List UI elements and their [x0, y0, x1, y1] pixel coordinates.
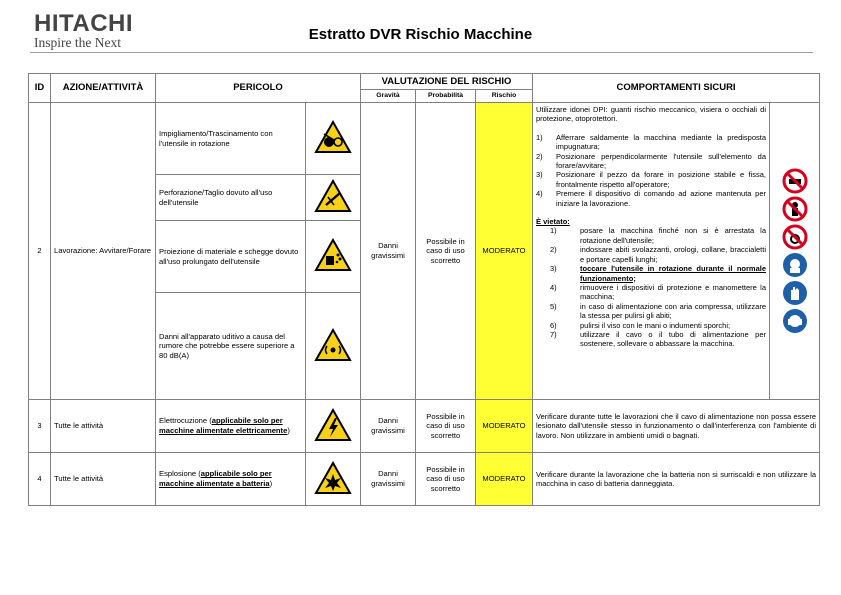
row-id: 3 — [29, 400, 51, 453]
header-rischio: Rischio — [476, 90, 533, 103]
document-title: Estratto DVR Rischio Macchine — [308, 26, 533, 43]
header-azione: AZIONE/ATTIVITÀ — [51, 74, 156, 103]
header-probabilita: Probabilità — [416, 90, 476, 103]
header-gravita: Gravità — [361, 90, 416, 103]
gloves-mandatory-icon — [782, 280, 808, 306]
comportamenti-cell: Verificare durante la lavorazione che la batteria non si surriscaldi e non utilizzare la macchina in caso di batteria danneggiata. — [533, 453, 820, 506]
hazard-icon-cell — [306, 221, 361, 293]
logo-tagline: Inspire the Next — [34, 35, 121, 50]
hazard-icon-cell — [306, 453, 361, 506]
list-item: 3) toccare l'utensile in rotazione durante il normale funzionamento; — [550, 264, 767, 283]
list-item: 2) Posizionare perpendicolarmente l'utensile sull'elemento da forare/avvitare; — [536, 151, 767, 171]
table-row — [29, 103, 820, 175]
no-jewelry-sign-icon — [782, 224, 808, 250]
row-azione: Tutte le attività — [51, 453, 156, 506]
list-item: 1) Afferrare saldamente la macchina mediante la predisposta impugnatura; — [536, 132, 767, 152]
comp-intro: Utilizzare idonei DPI: guanti rischio meccanico, visiera o occhiali di protezione, otoprotettori. — [536, 105, 767, 124]
list-item: 6) pulirsi il viso con le mani o indumenti sporchi; — [550, 320, 731, 330]
no-loose-clothing-sign-icon — [782, 196, 808, 222]
list-item: 1) posare la macchina finché non si è arrestata la rotazione dell'utensile; — [550, 226, 767, 245]
probabilita-cell: Possibile in caso di uso scorretto — [416, 400, 476, 453]
logo-wordmark: HITACHI — [34, 10, 134, 37]
face-shield-mandatory-icon — [782, 252, 808, 278]
entanglement-warning-icon — [314, 120, 352, 154]
cutting-warning-icon — [314, 179, 352, 213]
no-touching-sign-icon — [782, 168, 808, 194]
header-comportamenti: COMPORTAMENTI SICURI — [533, 74, 820, 103]
row-azione: Tutte le attività — [51, 400, 156, 453]
rischio-cell: MODERATO — [476, 400, 533, 453]
probabilita-cell: Possibile in caso di uso scorretto — [416, 103, 476, 400]
hazard-icon-cell — [306, 175, 361, 221]
header-id: ID — [29, 74, 51, 103]
hazard-icon-cell — [306, 293, 361, 400]
hazard-icon-cell — [306, 103, 361, 175]
rischio-cell: MODERATO — [476, 103, 533, 400]
electric-hazard-icon — [314, 408, 352, 442]
table-row — [29, 453, 820, 506]
list-item: 4) rimuovere i dispositivi di protezione e manomettere la macchina; — [550, 282, 767, 302]
gravita-cell: Danni gravissimi — [361, 103, 416, 400]
comportamenti-cell — [533, 103, 770, 400]
ear-protection-mandatory-icon — [782, 308, 808, 334]
comp-steps-list — [536, 133, 766, 208]
hazard-text: Esplosione (applicabile solo per macchine alimentate a batteria) — [156, 453, 306, 506]
comportamenti-cell: Verificare durante tutte le lavorazioni che il cavo di alimentazione non possa essere lesionato dall'utensile stesso in funzionamento o dall'interferenza con l'ambiente di lavoro. Non utilizzare in ambienti umidi o bagnati. — [533, 400, 820, 453]
flying-debris-warning-icon — [314, 238, 352, 272]
row-id: 2 — [29, 103, 51, 400]
risk-table — [28, 73, 820, 506]
explosion-hazard-icon — [314, 461, 352, 495]
hazard-text: Proiezione di materiale e schegge dovuto all'uso prolungato dell'utensile — [156, 221, 306, 293]
list-item: 3) Posizionare il pezzo da forare in posizione stabile e fissa, frontalmente rispetto all'operatore; — [536, 170, 767, 189]
noise-warning-icon — [314, 328, 352, 362]
vietato-list — [536, 226, 766, 348]
header-valutazione: VALUTAZIONE DEL RISCHIO — [361, 74, 533, 90]
vietato-label: È vietato: — [536, 217, 570, 227]
header-pericolo: PERICOLO — [156, 74, 361, 103]
hazard-text: Impigliamento/Trascinamento con l'utensile in rotazione — [156, 103, 306, 175]
row-id: 4 — [29, 453, 51, 506]
hazard-text: Perforazione/Taglio dovuto all'uso dell'utensile — [156, 175, 306, 221]
hazard-text: Elettrocuzione (applicabile solo per macchine alimentate elettricamente) — [156, 400, 306, 453]
gravita-cell: Danni gravissimi — [361, 453, 416, 506]
row-azione: Lavorazione: Avvitare/Forare — [51, 103, 156, 400]
rischio-cell: MODERATO — [476, 453, 533, 506]
hazard-icon-cell — [306, 400, 361, 453]
header-divider — [30, 52, 813, 53]
probabilita-cell: Possibile in caso di uso scorretto — [416, 453, 476, 506]
table-row — [29, 400, 820, 453]
list-item: 7) utilizzare il cavo o il tubo di alimentazione per sostenere, sollevare o abbassare la macchina. — [550, 329, 767, 349]
list-item: 5) in caso di alimentazione con aria compressa, utilizzare la stessa per pulirsi gli abiti; — [550, 301, 767, 321]
gravita-cell: Danni gravissimi — [361, 400, 416, 453]
signs-cell — [770, 103, 820, 400]
list-item: 4) Premere il dispositivo di comando ad azione mantenuta per iniziare la lavorazione. — [536, 189, 767, 208]
list-item: 2) indossare abiti svolazzanti, orologi, collane, braccialetti e portare capelli lunghi; — [550, 245, 767, 264]
hazard-text: Danni all'apparato uditivo a causa del rumore che potrebbe essere superiore a 80 dB(A) — [156, 293, 306, 400]
